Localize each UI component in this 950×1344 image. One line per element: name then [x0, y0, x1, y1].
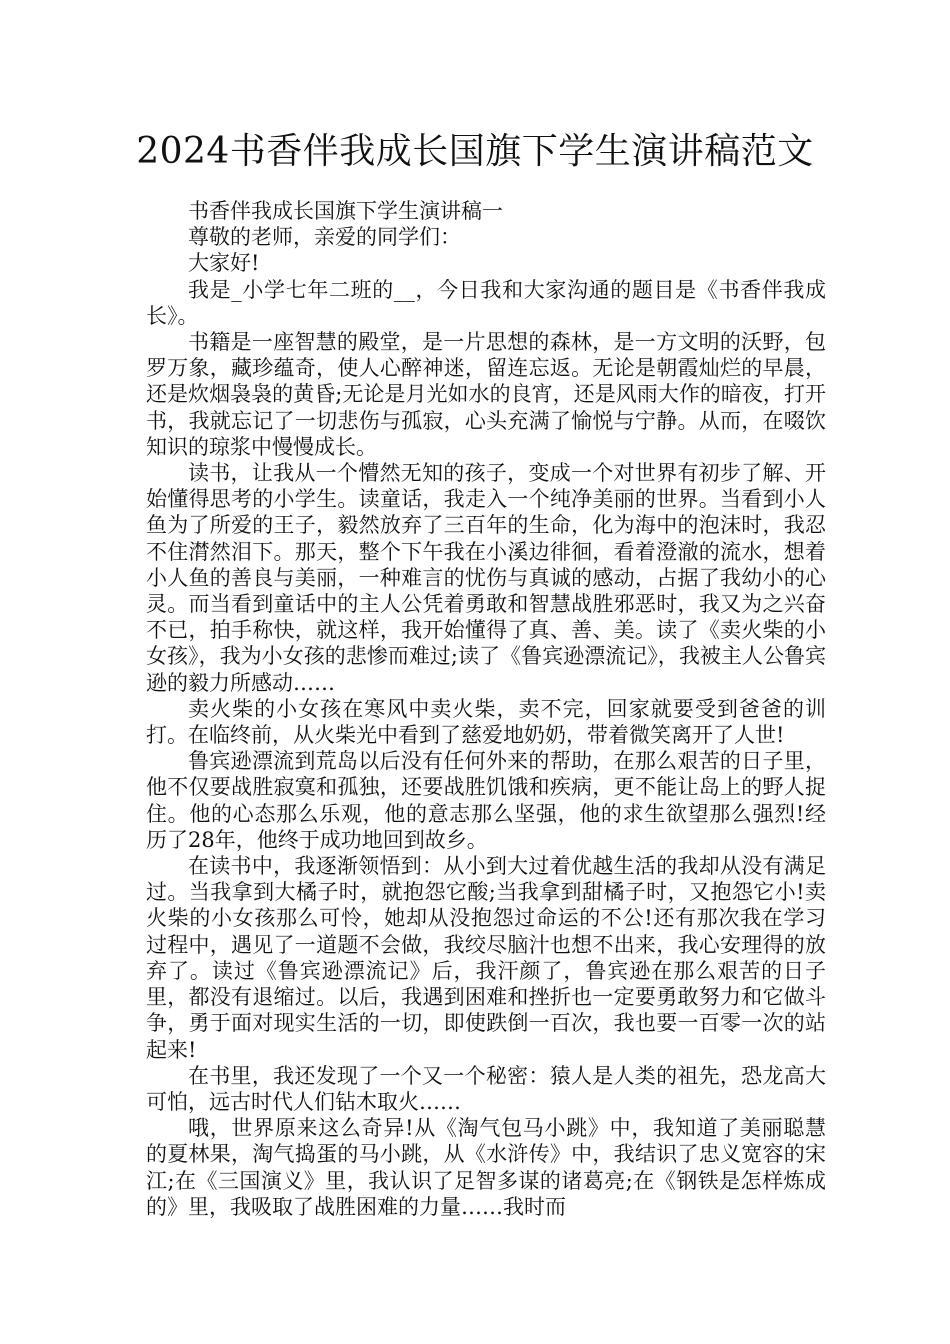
paragraph: 鲁宾逊漂流到荒岛以后没有任何外来的帮助，在那么艰苦的日子里，他不仅要战胜寂寞和孤独，还要战胜饥饿和疾病，更不能让岛上的野人捉住。他的心态那么乐观，他的意志那么坚强，他的求生欲望那么强烈!经历了28年，他终于成功地回到故乡。	[146, 749, 826, 852]
paragraph: 在读书中，我逐渐领悟到：从小到大过着优越生活的我却从没有满足过。当我拿到大橘子时，就抱怨它酸;当我拿到甜橘子时，又抱怨它小!卖火柴的小女孩那么可怜，她却从没抱怨过命运的不公!还有那次我在学习过程中，遇见了一道题不会做，我绞尽脑汁也想不出来，我心安理得的放弃了。读过《鲁宾逊漂流记》后，我汗颜了，鲁宾逊在那么艰苦的日子里，都没有退缩过。以后，我遇到困难和挫折也一定要勇敢努力和它做斗争，勇于面对现实生活的一切，即使跌倒一百次，我也要一百零一次的站起来!	[146, 854, 826, 1062]
paragraph: 哦，世界原来这么奇异!从《淘气包马小跳》中，我知道了美丽聪慧的夏林果，淘气捣蛋的马小跳，从《水浒传》中，我结识了忠义宽容的宋江;在《三国演义》里，我认识了足智多谋的诸葛亮;在《钢铁是怎样炼成的》里，我吸取了战胜困难的力量……我时而	[146, 1116, 826, 1219]
greeting: 大家好!	[188, 251, 260, 276]
document-body	[146, 198, 826, 1220]
salutation: 尊敬的老师，亲爱的同学们：	[188, 225, 461, 250]
section-heading: 书香伴我成长国旗下学生演讲稿一	[188, 199, 503, 223]
paragraph: 读书，让我从一个懵然无知的孩子，变成一个对世界有初步了解、开始懂得思考的小学生。读童话，我走入一个纯净美丽的世界。当看到小人鱼为了所爱的王子，毅然放弃了三百年的生命，化为海中的泡沫时，我忍不住潸然泪下。那天，整个下午我在小溪边徘徊，看着澄澈的流水，想着小人鱼的善良与美丽，一种难言的忧伤与真诚的感动，占据了我幼小的心灵。而当看到童话中的主人公凭着勇敢和智慧战胜邪恶时，我又为之兴奋不已，拍手称快，就这样，我开始懂得了真、善、美。读了《卖火柴的小女孩》，我为小女孩的悲惨而难过;读了《鲁宾逊漂流记》，我被主人公鲁宾逊的毅力所感动……	[146, 461, 826, 695]
paragraph: 卖火柴的小女孩在寒风中卖火柴，卖不完，回家就要受到爸爸的训打。在临终前，从火柴光中看到了慈爱地奶奶，带着微笑离开了人世!	[146, 696, 826, 748]
document-title: 2024书香伴我成长国旗下学生演讲稿范文	[136, 131, 814, 172]
paragraph: 书籍是一座智慧的殿堂，是一片思想的森林，是一方文明的沃野，包罗万象，藏珍蕴奇，使人心醉神迷，留连忘返。无论是朝霞灿烂的早晨，还是炊烟袅袅的黄昏;无论是月光如水的良宵，还是风雨大作的暗夜，打开书，我就忘记了一切悲伤与孤寂，心头充满了愉悦与宁静。从而，在啜饮知识的琼浆中慢慢成长。	[146, 330, 826, 459]
paragraph: 在书里，我还发现了一个又一个秘密：猿人是人类的祖先，恐龙高大可怕，远古时代人们钻木取火……	[146, 1063, 826, 1114]
paragraph: 我是_小学七年二班的__，今日我和大家沟通的题目是《书香伴我成长》。	[146, 277, 826, 328]
